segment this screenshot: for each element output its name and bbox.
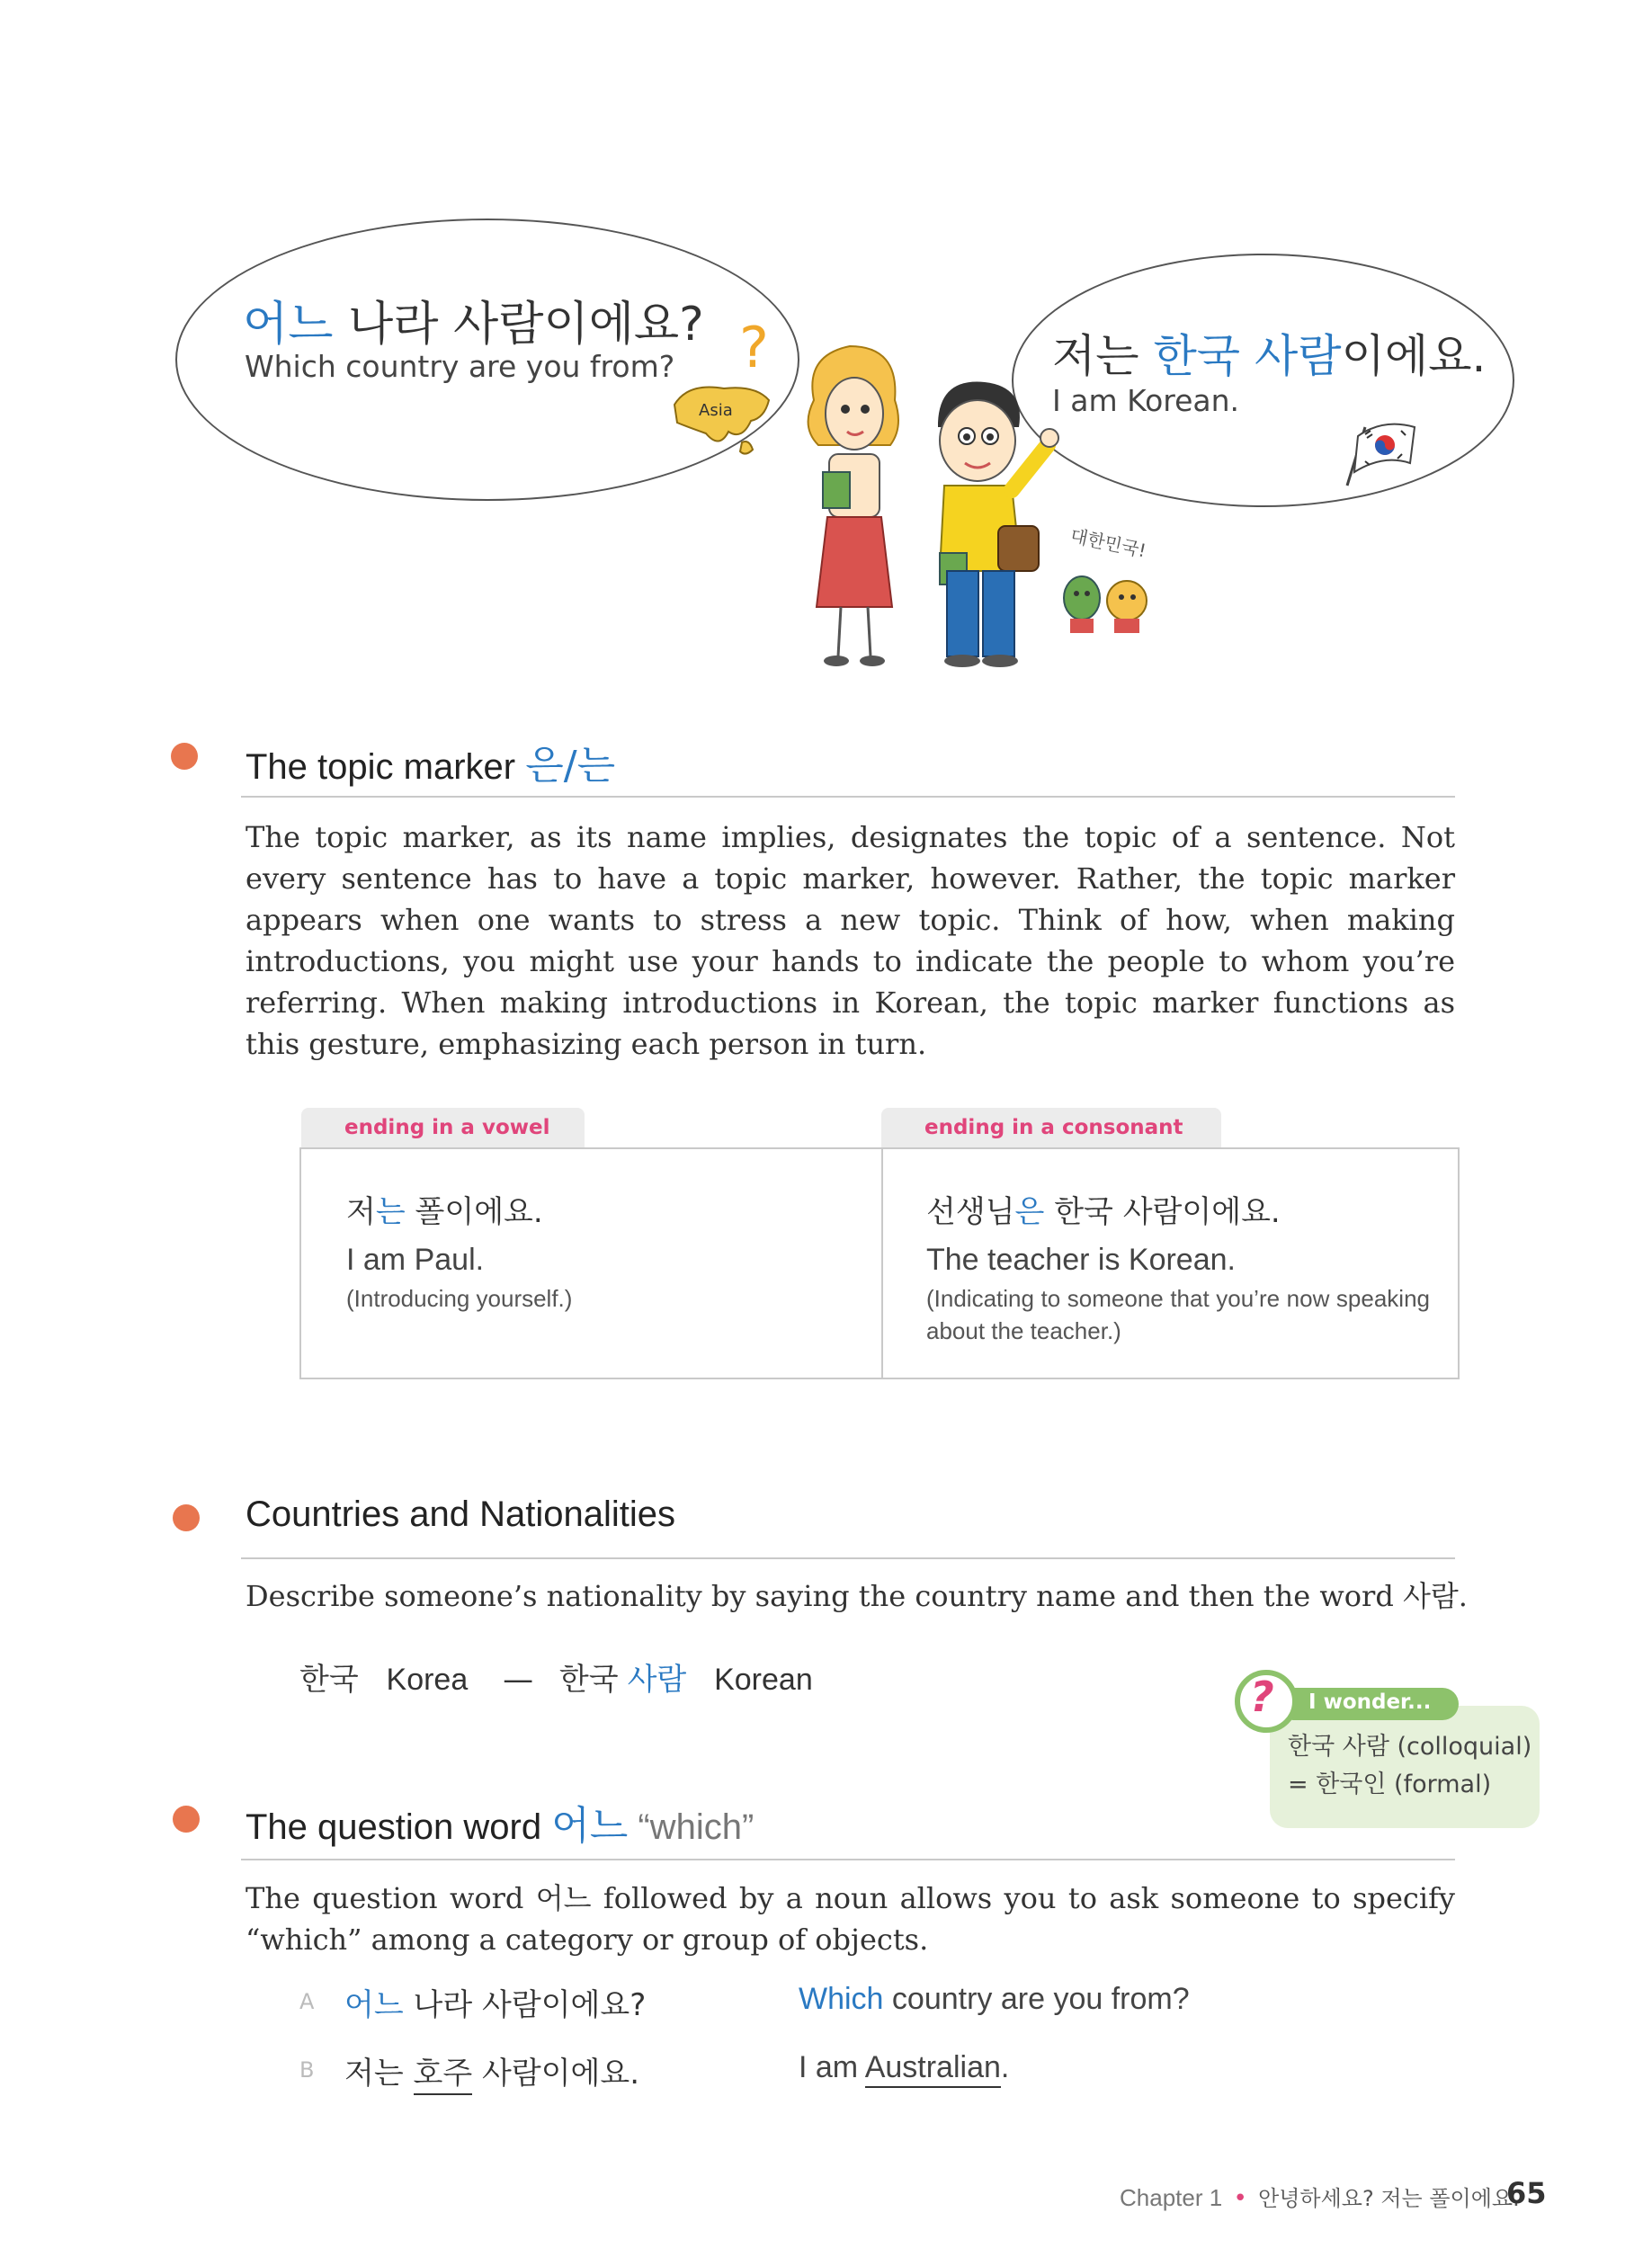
korean-flag-icon [1338, 409, 1424, 490]
question-mark-icon: ? [739, 315, 769, 380]
question-word: 어느 [243, 298, 334, 352]
section3-heading-text: The question word [246, 1807, 542, 1847]
section1-heading-korean: 은/는 [525, 743, 616, 789]
section2-rule [241, 1557, 1455, 1559]
answer-post: 이에요. [1341, 330, 1487, 382]
asia-map-icon [670, 378, 778, 463]
section3-paragraph: The question word 어느 followed by a noun allows you to ask someone to specify “which” among a category or group of objects. [246, 1881, 1455, 1957]
dialogue-a-speaker: A [299, 1989, 315, 2014]
bubble-left-question [243, 286, 704, 353]
vowel-ko-post: 폴이에요. [405, 1194, 543, 1230]
dialogue-b-ko-underlined: 호주 [414, 2056, 473, 2095]
consonant-ko-marker: 은 [1014, 1194, 1045, 1230]
answer-pre: 저는 [1052, 330, 1154, 382]
country-english: Korea [386, 1663, 469, 1697]
dialogue-b-korean [344, 2048, 639, 2092]
dialogue-a-en-rest: country are you from? [883, 1982, 1190, 2016]
dialogue-b-ko-post: 사람이에요. [472, 2056, 640, 2092]
bubble-left-translation: Which country are you from? [245, 349, 675, 384]
dialogue-b-speaker: B [299, 2057, 315, 2083]
nationality-english: Korean [714, 1663, 813, 1697]
answer-word: 한국 사람 [1153, 330, 1342, 382]
asia-map-label: Asia [699, 401, 733, 420]
cheer-text: 대한민국! [1068, 524, 1148, 562]
consonant-ko-pre: 선생님 [926, 1194, 1015, 1230]
section3-heading [246, 1793, 754, 1851]
vowel-ko-pre: 저 [346, 1194, 376, 1230]
section2-bullet [173, 1504, 200, 1531]
page-footer [1120, 2181, 1520, 2212]
topic-marker-table [299, 1147, 1460, 1379]
section2-paragraph: Describe someone’s nationality by saying the country name and then the word 사람. [246, 1579, 1468, 1613]
vowel-example-korean [346, 1187, 543, 1231]
footer-title: 안녕하세요? 저는 폴이에요. [1258, 2186, 1520, 2211]
section3-bullet [173, 1806, 200, 1833]
dialogue-b-english [799, 2050, 1009, 2085]
page-number: 65 [1506, 2176, 1547, 2210]
dialogue-a-en-hl: Which [799, 1982, 884, 2016]
woman-character-icon [791, 337, 917, 670]
nationality-example [299, 1655, 813, 1699]
example-dash: — [503, 1662, 534, 1698]
tab-label-consonant: ending in a consonant [881, 1108, 1221, 1147]
cheering-mascots-icon [1057, 558, 1156, 638]
bubble-right-translation: I am Korean. [1052, 383, 1240, 418]
table-divider [881, 1149, 883, 1378]
section3-rule [241, 1859, 1455, 1860]
footer-chapter: Chapter 1 [1120, 2184, 1223, 2211]
dialogue-a-ko-rest: 나라 사람이에요? [403, 1987, 647, 2023]
section1-paragraph: The topic marker, as its name implies, designates the topic of a sentence. Not every sentence has to have a topic marker, however. Rather, the topic marker appears when one wants to stress a new topic. Think of how, when making introductions, you might use your hands to indicate the people to whom you’re referring. When making introductions in Korean, the topic marker functions as this gesture, emphasizing each person in turn. [246, 820, 1455, 1061]
country-korean: 한국 [299, 1662, 359, 1698]
section1-heading [246, 733, 615, 790]
consonant-example-english: The teacher is Korean. [926, 1243, 1236, 1277]
wonder-line2: = 한국인 (formal) [1288, 1771, 1492, 1798]
question-rest: 나라 사람이에요? [333, 298, 704, 352]
dialogue-a-ko-hl: 어느 [344, 1987, 404, 2023]
section1-rule [241, 796, 1455, 798]
section3-heading-korean: 어느 [551, 1803, 629, 1849]
nationality-korean-country: 한국 [558, 1662, 619, 1698]
dialogue-b-en-post: . [1000, 2050, 1010, 2084]
footer-bullet: • [1233, 2185, 1247, 2212]
wonder-question-mark: ? [1250, 1673, 1274, 1721]
man-character-icon [913, 373, 1070, 670]
dialogue-b-ko-pre: 저는 [344, 2056, 414, 2092]
wonder-tag-label: I wonder... [1308, 1691, 1432, 1714]
tab-label-vowel: ending in a vowel [301, 1108, 585, 1147]
consonant-ko-post: 한국 사람이에요. [1044, 1194, 1281, 1230]
dialogue-a-english [799, 1982, 1190, 2017]
section1-heading-text: The topic marker [246, 747, 516, 787]
bubble-right-answer [1052, 320, 1486, 385]
section2-heading: Countries and Nationalities [246, 1494, 676, 1534]
vowel-ko-marker: 는 [375, 1194, 406, 1230]
consonant-example-note: (Indicating to someone that you’re now speaking about the teacher.) [926, 1285, 1430, 1344]
dialogue-b-en-underlined: Australian [865, 2050, 1001, 2088]
nationality-korean-saram: 사람 [627, 1662, 687, 1698]
section1-bullet [171, 743, 198, 770]
vowel-example-english: I am Paul. [346, 1243, 485, 1277]
vowel-example-note: (Introducing yourself.) [346, 1285, 573, 1312]
consonant-example-korean [926, 1187, 1281, 1231]
wonder-line1: 한국 사람 (colloquial) [1288, 1733, 1532, 1761]
dialogue-a-korean [344, 1980, 646, 2024]
dialogue-b-en-pre: I am [799, 2050, 865, 2084]
section3-heading-meaning: “which” [638, 1807, 755, 1847]
